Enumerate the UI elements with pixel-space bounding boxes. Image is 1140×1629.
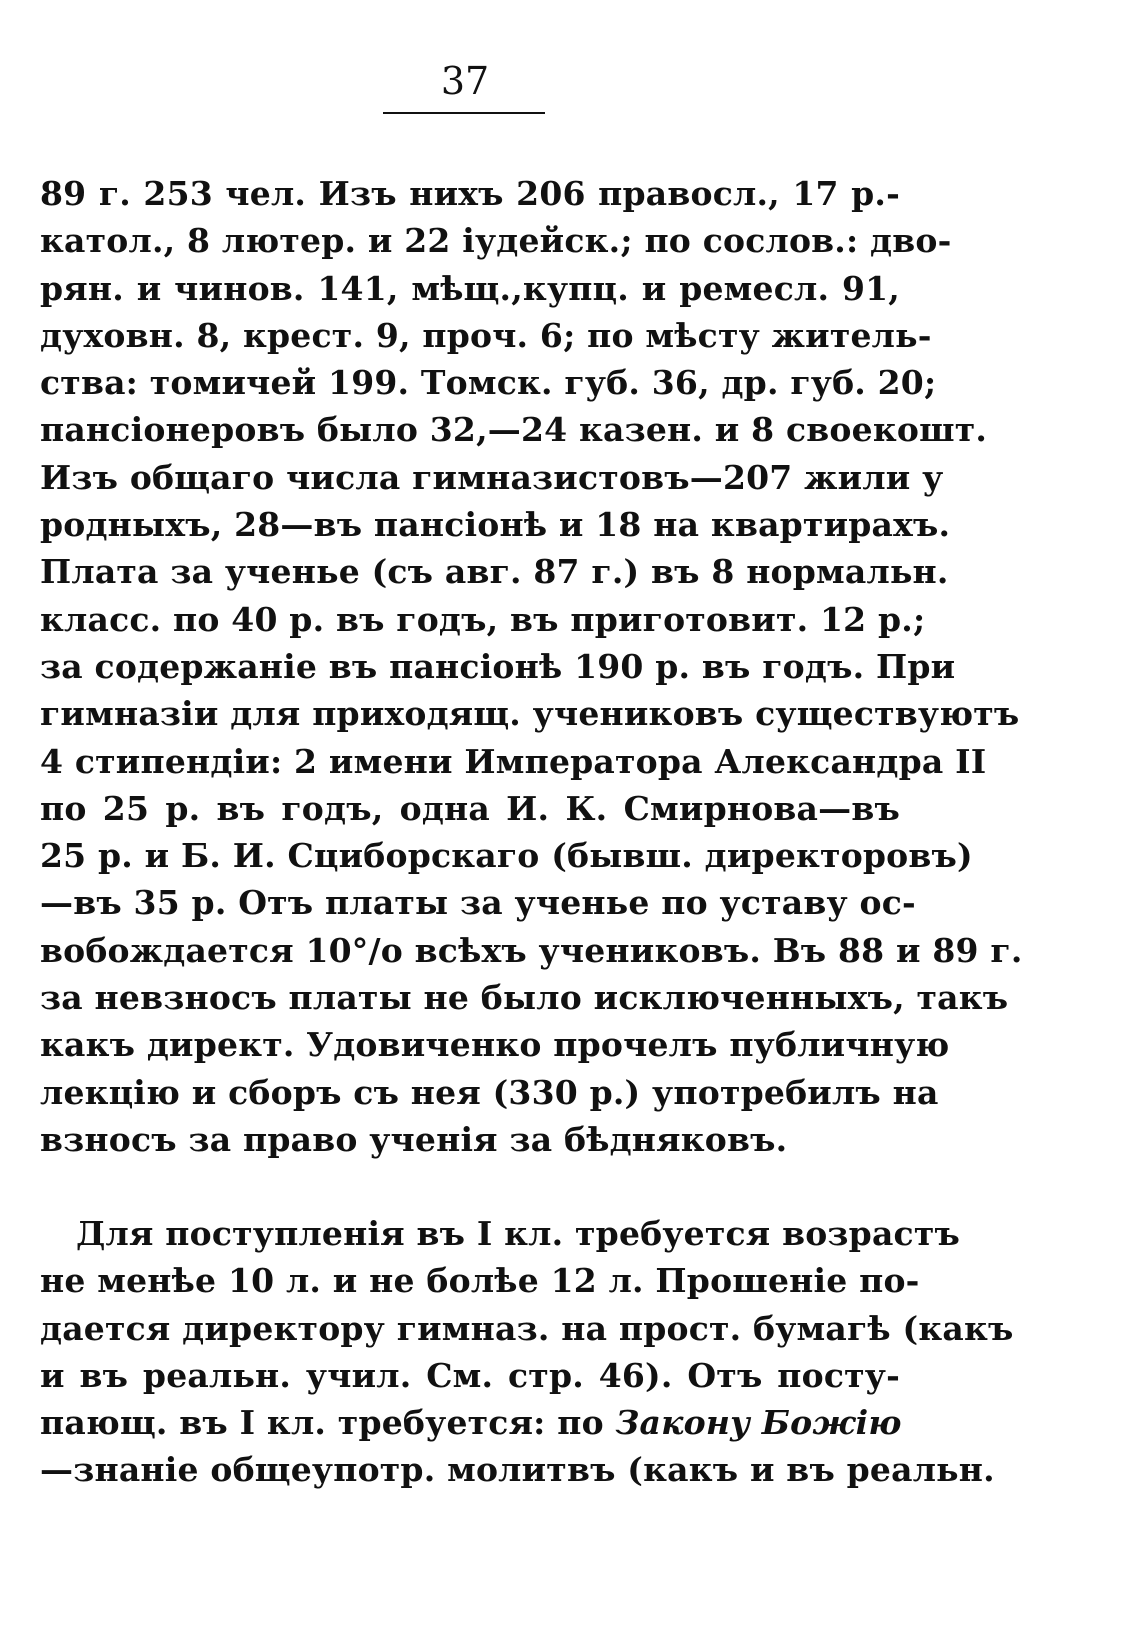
text-line: лекцію и сборъ съ нея (330 р.) употребилъ на: [40, 1072, 939, 1112]
text-line: не менѣе 10 л. и не болѣе 12 л. Прошеніе по-: [40, 1261, 920, 1301]
text-line: класс. по 40 р. въ годъ, въ приготовит. 12 р.;: [40, 599, 926, 639]
paragraph-1: [40, 170, 1023, 1163]
text-line: 25 р. и Б. И. Сциборскаго (бывш. директоровъ): [40, 836, 973, 876]
text-line: Для поступленія въ I кл. требуется возрастъ: [76, 1214, 960, 1253]
text-line: пансіонеровъ было 32,—24 казен. и 8 своекошт.: [40, 410, 988, 450]
text-line: взносъ за право ученія за бѣдняковъ.: [40, 1119, 788, 1159]
header-rule: [383, 112, 545, 114]
text-line: ства: томичей 199. Томск. губ. 36, др. губ. 20;: [40, 363, 937, 403]
text-line: вобождается 10°/о всѣхъ учениковъ. Въ 88 и 89 г.: [40, 930, 1023, 970]
text-line: по 25 р. въ годъ, одна И. К. Смирнова—въ: [40, 788, 900, 828]
text-line: гимназіи для приходящ. учениковъ существуютъ: [40, 694, 1020, 734]
text-line: Плата за ученье (съ авг. 87 г.) въ 8 нормальн.: [40, 552, 949, 592]
text-line: и въ реальн. учил. См. стр. 46). Отъ посту-: [40, 1355, 900, 1395]
text-line: —знаніе общеупотр. молитвъ (какъ и въ реальн.: [40, 1450, 995, 1490]
text-line: какъ директ. Удовиченко прочелъ публичную: [40, 1025, 950, 1065]
text-line: за содержаніе въ пансіонѣ 190 р. въ годъ. При: [40, 646, 956, 686]
text-line: —въ 35 р. Отъ платы за ученье по уставу ос-: [40, 883, 916, 923]
text-line: родныхъ, 28—въ пансіонѣ и 18 на квартирахъ.: [40, 505, 951, 545]
text-line: за невзносъ платы не было исключенныхъ, такъ: [40, 978, 1009, 1018]
paragraph-2: [40, 1210, 1014, 1494]
text-line: рян. и чинов. 141, мѣщ.,купц. и ремесл. 91,: [40, 268, 900, 308]
text-line: [40, 1399, 900, 1446]
text-line: 4 стипендіи: 2 имени Императора Александра II: [40, 741, 987, 781]
text-line: дается директору гимназ. на прост. бумагѣ (какъ: [40, 1308, 1014, 1348]
text-line: духовн. 8, крест. 9, проч. 6; по мѣсту житель-: [40, 315, 932, 355]
text-line: Изъ общаго числа гимназистовъ—207 жили у: [40, 457, 944, 497]
text-line: 89 г. 253 чел. Изъ нихъ 206 правосл., 17 р.-: [40, 174, 900, 213]
page-number: 37: [440, 59, 490, 103]
text-line-start: пающ. въ I кл. требуется: по: [40, 1403, 604, 1443]
text-line: катол., 8 лютер. и 22 іудейск.; по сослов.: дво-: [40, 221, 952, 261]
italic-phrase: Закону Божію: [615, 1403, 902, 1443]
